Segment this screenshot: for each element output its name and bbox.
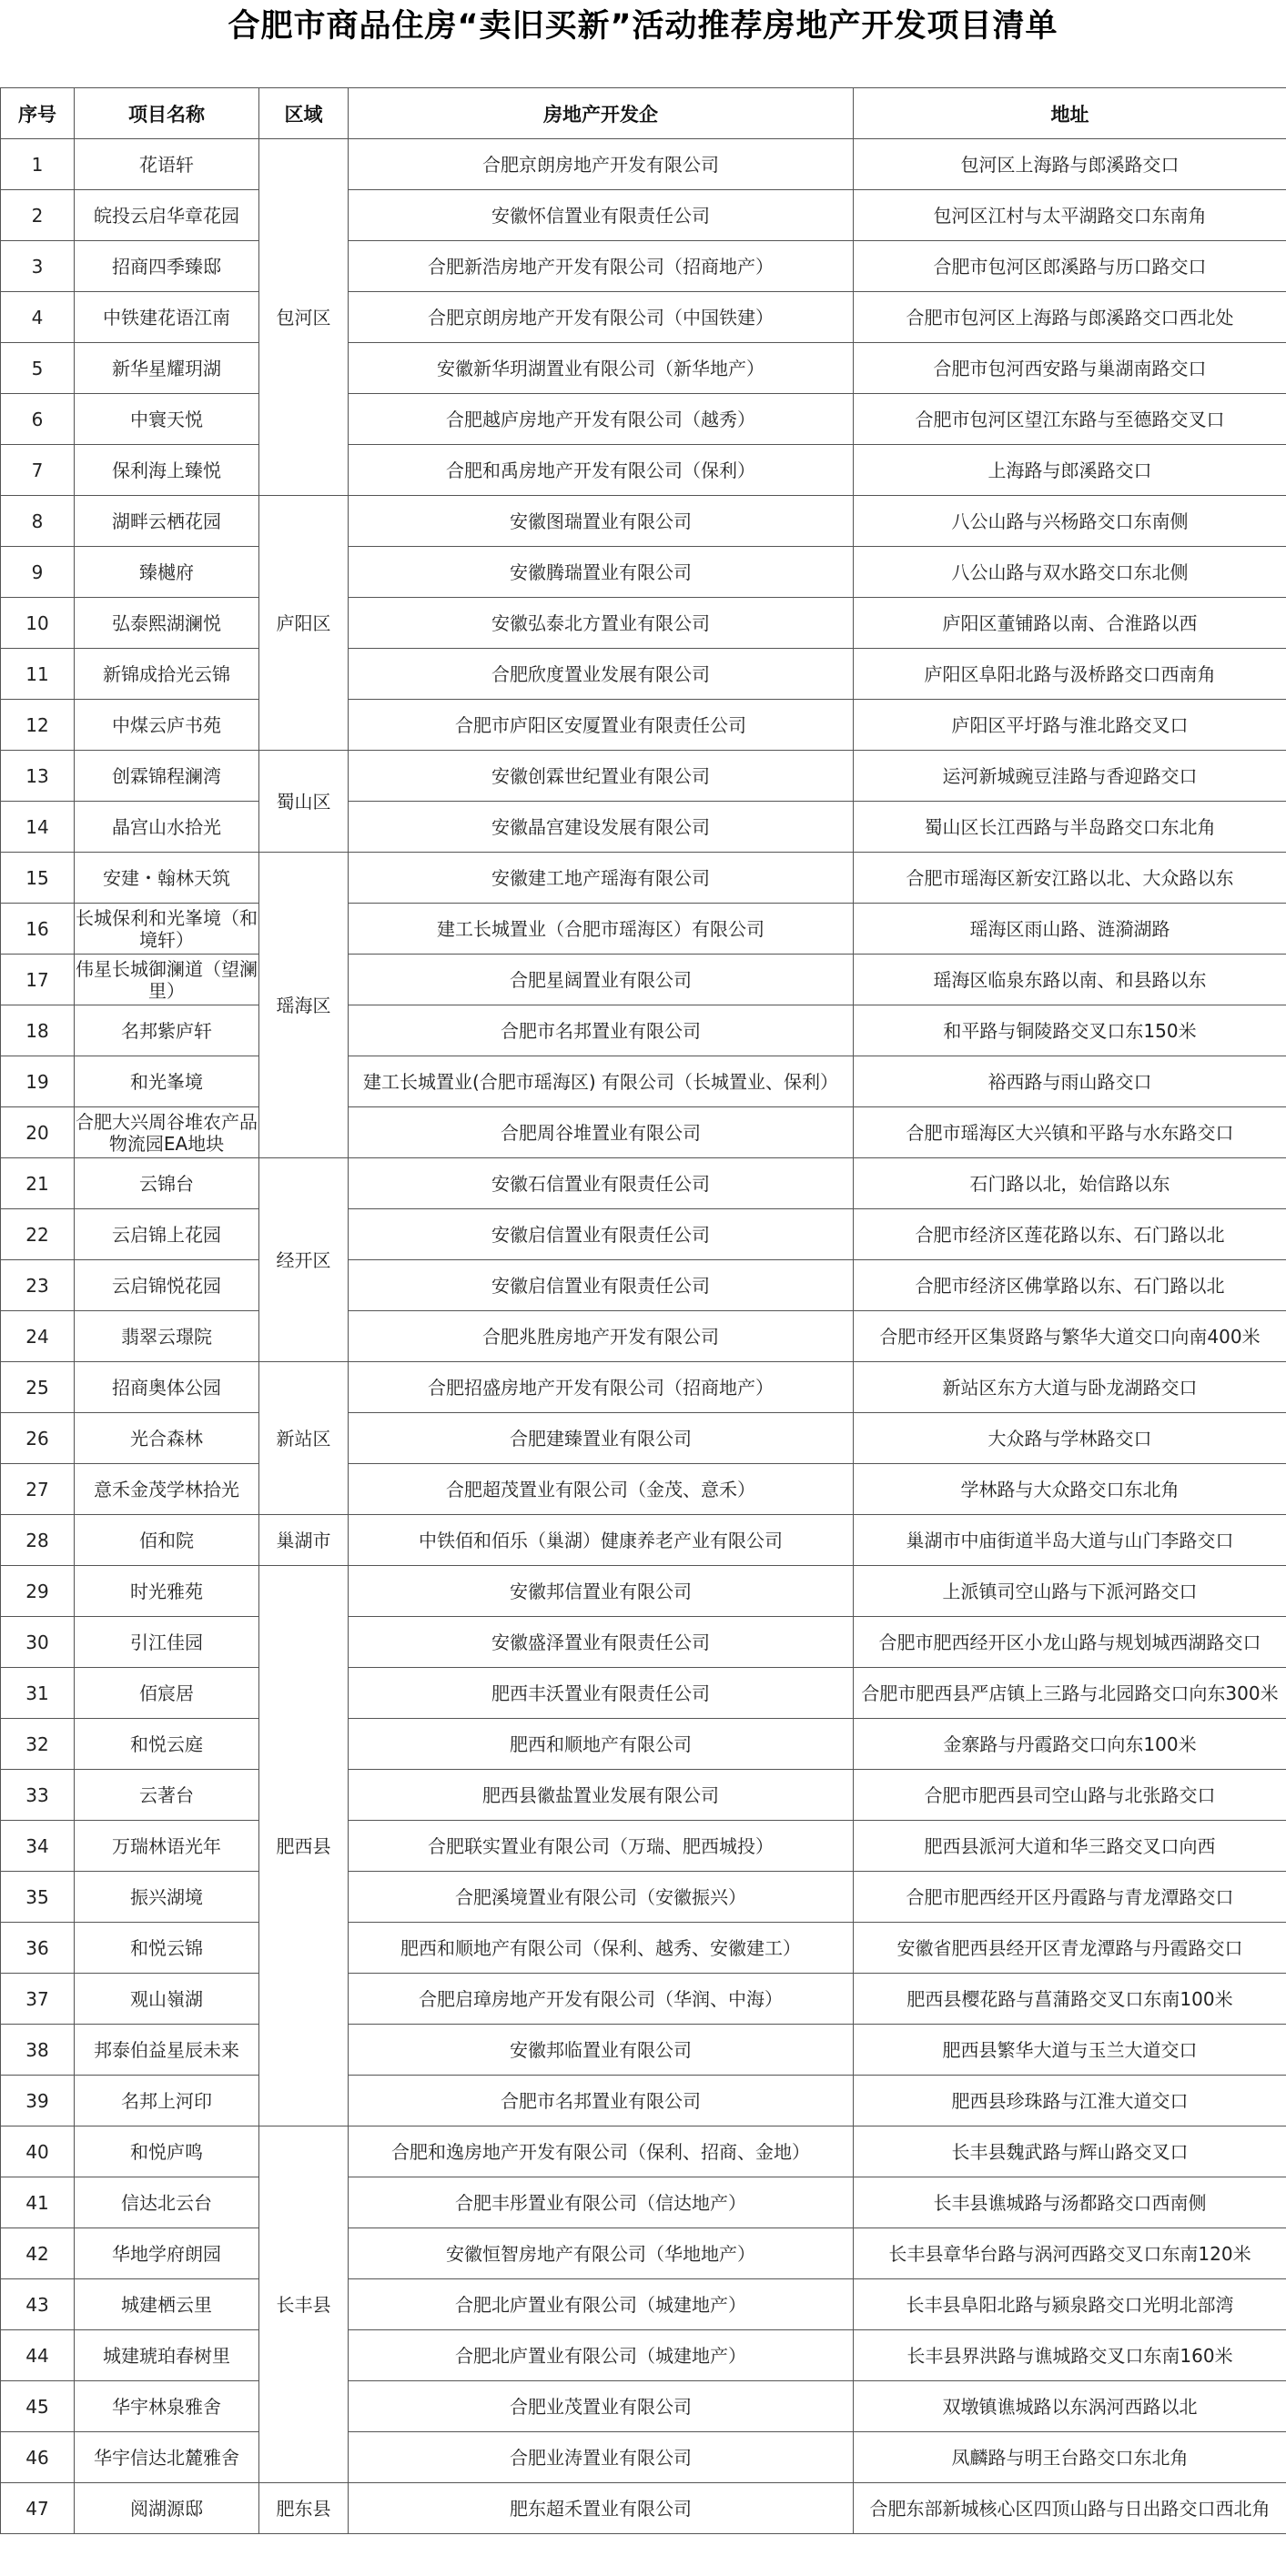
cell-area: 长丰县: [259, 2126, 349, 2483]
table-row: [1, 445, 1286, 496]
cell-developer: 肥西和顺地产有限公司（保利、越秀、安徽建工）: [349, 1923, 854, 1974]
cell-project-name: 邦泰伯益星辰未来: [75, 2025, 259, 2076]
cell-no: 11: [1, 649, 75, 700]
table-row: [1, 1311, 1286, 1362]
cell-developer: 建工长城置业(合肥市瑶海区) 有限公司（长城置业、保利）: [349, 1056, 854, 1107]
cell-developer: 安徽邦信置业有限公司: [349, 1566, 854, 1617]
cell-project-name: 时光雅苑: [75, 1566, 259, 1617]
table-row: [1, 1974, 1286, 2025]
cell-project-name: 和悦云锦: [75, 1923, 259, 1974]
cell-no: 15: [1, 853, 75, 904]
cell-address: 运河新城豌豆洼路与香迎路交口: [854, 751, 1286, 802]
cell-no: 19: [1, 1056, 75, 1107]
table-row: [1, 1005, 1286, 1056]
table-row: [1, 139, 1286, 190]
cell-no: 27: [1, 1464, 75, 1515]
cell-developer: 合肥招盛房地产开发有限公司（招商地产）: [349, 1362, 854, 1413]
cell-project-name: 中煤云庐书苑: [75, 700, 259, 751]
cell-developer: 合肥市庐阳区安厦置业有限责任公司: [349, 700, 854, 751]
cell-no: 12: [1, 700, 75, 751]
table-row: [1, 1158, 1286, 1209]
cell-developer: 安徽邦临置业有限公司: [349, 2025, 854, 2076]
cell-no: 18: [1, 1005, 75, 1056]
cell-address: 巢湖市中庙街道半岛大道与山门李路交口: [854, 1515, 1286, 1566]
cell-no: 6: [1, 394, 75, 445]
cell-address: 合肥市瑶海区新安江路以北、大众路以东: [854, 853, 1286, 904]
cell-area: 瑶海区: [259, 853, 349, 1158]
cell-developer: 合肥超茂置业有限公司（金茂、意禾）: [349, 1464, 854, 1515]
cell-developer: 合肥周谷堆置业有限公司: [349, 1107, 854, 1158]
cell-project-name: 和悦庐鸣: [75, 2126, 259, 2177]
table-row: [1, 1464, 1286, 1515]
table-body: [1, 139, 1286, 2534]
cell-area: 庐阳区: [259, 496, 349, 751]
cell-address: 安徽省肥西县经开区青龙潭路与丹霞路交口: [854, 1923, 1286, 1974]
header-address: 地址: [854, 88, 1286, 139]
table-row: [1, 1107, 1286, 1158]
header-project-name: 项目名称: [75, 88, 259, 139]
cell-project-name: 保利海上臻悦: [75, 445, 259, 496]
cell-project-name: 佰和院: [75, 1515, 259, 1566]
cell-address: 庐阳区阜阳北路与汲桥路交口西南角: [854, 649, 1286, 700]
table-row: [1, 1566, 1286, 1617]
table-row: [1, 2330, 1286, 2381]
table-row: [1, 1923, 1286, 1974]
cell-address: 合肥市经济区莲花路以东、石门路以北: [854, 1209, 1286, 1260]
table-row: [1, 2177, 1286, 2228]
title-spacer: [0, 54, 1286, 87]
cell-project-name: 意禾金茂学林拾光: [75, 1464, 259, 1515]
cell-no: 39: [1, 2076, 75, 2126]
header-developer: 房地产开发企: [349, 88, 854, 139]
cell-project-name: 长城保利和光峯境（和境轩）: [75, 904, 259, 955]
cell-no: 40: [1, 2126, 75, 2177]
cell-address: 肥西县繁华大道与玉兰大道交口: [854, 2025, 1286, 2076]
cell-developer: 肥西县徽盐置业发展有限公司: [349, 1770, 854, 1821]
header-no: 序号: [1, 88, 75, 139]
cell-project-name: 创霖锦程澜湾: [75, 751, 259, 802]
cell-project-name: 湖畔云栖花园: [75, 496, 259, 547]
cell-address: 合肥市包河区望江东路与至德路交叉口: [854, 394, 1286, 445]
cell-no: 5: [1, 343, 75, 394]
cell-developer: 肥西丰沃置业有限责任公司: [349, 1668, 854, 1719]
cell-project-name: 臻樾府: [75, 547, 259, 598]
cell-address: 肥西县珍珠路与江淮大道交口: [854, 2076, 1286, 2126]
cell-developer: 合肥建臻置业有限公司: [349, 1413, 854, 1464]
table-row: [1, 292, 1286, 343]
cell-project-name: 伟星长城御澜道（望澜里）: [75, 955, 259, 1005]
table-row: [1, 2126, 1286, 2177]
table-row: [1, 241, 1286, 292]
cell-address: 包河区江村与太平湖路交口东南角: [854, 190, 1286, 241]
cell-no: 32: [1, 1719, 75, 1770]
cell-no: 24: [1, 1311, 75, 1362]
cell-developer: 合肥丰彤置业有限公司（信达地产）: [349, 2177, 854, 2228]
cell-no: 38: [1, 2025, 75, 2076]
cell-address: 合肥市包河西安路与巢湖南路交口: [854, 343, 1286, 394]
table-row: [1, 2381, 1286, 2432]
cell-no: 47: [1, 2483, 75, 2534]
cell-address: 合肥市瑶海区大兴镇和平路与水东路交口: [854, 1107, 1286, 1158]
cell-no: 30: [1, 1617, 75, 1668]
cell-area: 包河区: [259, 139, 349, 496]
table-row: [1, 1362, 1286, 1413]
table-row: [1, 343, 1286, 394]
cell-developer: 安徽创霖世纪置业有限公司: [349, 751, 854, 802]
table-row: [1, 700, 1286, 751]
cell-address: 长丰县谯城路与汤都路交口西南侧: [854, 2177, 1286, 2228]
table-row: [1, 2483, 1286, 2534]
table-row: [1, 496, 1286, 547]
cell-address: 合肥市包河区郎溪路与历口路交口: [854, 241, 1286, 292]
cell-no: 44: [1, 2330, 75, 2381]
table-header-row: [1, 88, 1286, 139]
cell-address: 石门路以北，始信路以东: [854, 1158, 1286, 1209]
cell-no: 9: [1, 547, 75, 598]
cell-project-name: 云锦台: [75, 1158, 259, 1209]
cell-developer: 安徽启信置业有限责任公司: [349, 1209, 854, 1260]
cell-no: 13: [1, 751, 75, 802]
cell-address: 裕西路与雨山路交口: [854, 1056, 1286, 1107]
cell-developer: 安徽弘泰北方置业有限公司: [349, 598, 854, 649]
table-row: [1, 853, 1286, 904]
cell-no: 33: [1, 1770, 75, 1821]
table-row: [1, 1209, 1286, 1260]
cell-developer: 合肥北庐置业有限公司（城建地产）: [349, 2279, 854, 2330]
cell-developer: 中铁佰和佰乐（巢湖）健康养老产业有限公司: [349, 1515, 854, 1566]
table-row: [1, 904, 1286, 955]
cell-address: 庐阳区董铺路以南、合淮路以西: [854, 598, 1286, 649]
cell-project-name: 名邦紫庐轩: [75, 1005, 259, 1056]
cell-address: 长丰县魏武路与辉山路交叉口: [854, 2126, 1286, 2177]
cell-project-name: 云启锦上花园: [75, 1209, 259, 1260]
table-row: [1, 1515, 1286, 1566]
cell-developer: 合肥越庐房地产开发有限公司（越秀）: [349, 394, 854, 445]
cell-project-name: 新锦成拾光云锦: [75, 649, 259, 700]
table-row: [1, 955, 1286, 1005]
table-row: [1, 802, 1286, 853]
cell-developer: 合肥市名邦置业有限公司: [349, 2076, 854, 2126]
cell-address: 八公山路与兴杨路交口东南侧: [854, 496, 1286, 547]
cell-developer: 安徽新华玥湖置业有限公司（新华地产）: [349, 343, 854, 394]
cell-address: 合肥市经济区佛掌路以东、石门路以北: [854, 1260, 1286, 1311]
cell-no: 29: [1, 1566, 75, 1617]
table-row: [1, 1413, 1286, 1464]
cell-developer: 合肥联实置业有限公司（万瑞、肥西城投）: [349, 1821, 854, 1872]
cell-developer: 合肥星阔置业有限公司: [349, 955, 854, 1005]
cell-developer: 合肥溪境置业有限公司（安徽振兴）: [349, 1872, 854, 1923]
cell-developer: 安徽启信置业有限责任公司: [349, 1260, 854, 1311]
cell-area: 巢湖市: [259, 1515, 349, 1566]
table-row: [1, 1872, 1286, 1923]
table-row: [1, 1056, 1286, 1107]
table-row: [1, 394, 1286, 445]
cell-no: 22: [1, 1209, 75, 1260]
cell-project-name: 花语轩: [75, 139, 259, 190]
document-title: 合肥市商品住房“卖旧买新”活动推荐房地产开发项目清单: [228, 8, 1058, 45]
cell-address: 上海路与郎溪路交口: [854, 445, 1286, 496]
cell-no: 3: [1, 241, 75, 292]
cell-project-name: 安建・翰林天筑: [75, 853, 259, 904]
cell-developer: 安徽恒智房地产有限公司（华地地产）: [349, 2228, 854, 2279]
cell-no: 31: [1, 1668, 75, 1719]
cell-project-name: 弘泰熙湖澜悦: [75, 598, 259, 649]
cell-project-name: 云启锦悦花园: [75, 1260, 259, 1311]
table-row: [1, 1719, 1286, 1770]
cell-developer: 安徽晶宫建设发展有限公司: [349, 802, 854, 853]
cell-address: 大众路与学林路交口: [854, 1413, 1286, 1464]
cell-address: 新站区东方大道与卧龙湖路交口: [854, 1362, 1286, 1413]
cell-no: 21: [1, 1158, 75, 1209]
cell-project-name: 城建栖云里: [75, 2279, 259, 2330]
cell-project-name: 云著台: [75, 1770, 259, 1821]
cell-address: 合肥市肥西经开区丹霞路与青龙潭路交口: [854, 1872, 1286, 1923]
cell-developer: 合肥欣度置业发展有限公司: [349, 649, 854, 700]
cell-no: 4: [1, 292, 75, 343]
cell-no: 42: [1, 2228, 75, 2279]
cell-address: 凤麟路与明王台路交口东北角: [854, 2432, 1286, 2483]
cell-developer: 安徽怀信置业有限责任公司: [349, 190, 854, 241]
table-row: [1, 1617, 1286, 1668]
cell-no: 17: [1, 955, 75, 1005]
cell-address: 合肥市经开区集贤路与繁华大道交口向南400米: [854, 1311, 1286, 1362]
cell-developer: 安徽石信置业有限责任公司: [349, 1158, 854, 1209]
table-row: [1, 649, 1286, 700]
cell-project-name: 中铁建花语江南: [75, 292, 259, 343]
project-table: [0, 87, 1286, 2534]
cell-developer: 合肥新浩房地产开发有限公司（招商地产）: [349, 241, 854, 292]
cell-project-name: 名邦上河印: [75, 2076, 259, 2126]
cell-no: 46: [1, 2432, 75, 2483]
cell-developer: 安徽腾瑞置业有限公司: [349, 547, 854, 598]
cell-address: 合肥市肥西县严店镇上三路与北园路交口向东300米: [854, 1668, 1286, 1719]
cell-address: 肥西县樱花路与菖蒲路交叉口东南100米: [854, 1974, 1286, 2025]
cell-address: 上派镇司空山路与下派河路交口: [854, 1566, 1286, 1617]
table-row: [1, 2025, 1286, 2076]
cell-area: 经开区: [259, 1158, 349, 1362]
cell-developer: 肥东超禾置业有限公司: [349, 2483, 854, 2534]
cell-address: 肥西县派河大道和华三路交叉口向西: [854, 1821, 1286, 1872]
cell-no: 37: [1, 1974, 75, 2025]
cell-address: 合肥市包河区上海路与郎溪路交口西北处: [854, 292, 1286, 343]
table-row: [1, 1770, 1286, 1821]
cell-address: 蜀山区长江西路与半岛路交口东北角: [854, 802, 1286, 853]
cell-no: 43: [1, 2279, 75, 2330]
cell-developer: 安徽图瑞置业有限公司: [349, 496, 854, 547]
cell-developer: 合肥启璋房地产开发有限公司（华润、中海）: [349, 1974, 854, 2025]
cell-project-name: 振兴湖境: [75, 1872, 259, 1923]
cell-no: 36: [1, 1923, 75, 1974]
cell-project-name: 华宇林泉雅舍: [75, 2381, 259, 2432]
cell-address: 学林路与大众路交口东北角: [854, 1464, 1286, 1515]
cell-project-name: 佰宸居: [75, 1668, 259, 1719]
cell-no: 7: [1, 445, 75, 496]
table-row: [1, 547, 1286, 598]
cell-address: 合肥市肥西经开区小龙山路与规划城西湖路交口: [854, 1617, 1286, 1668]
cell-project-name: 阅湖源邸: [75, 2483, 259, 2534]
table-row: [1, 2432, 1286, 2483]
cell-developer: 合肥和禹房地产开发有限公司（保利）: [349, 445, 854, 496]
cell-project-name: 合肥大兴周谷堆农产品物流园EA地块: [75, 1107, 259, 1158]
cell-address: 包河区上海路与郎溪路交口: [854, 139, 1286, 190]
cell-address: 合肥市肥西县司空山路与北张路交口: [854, 1770, 1286, 1821]
cell-project-name: 新华星耀玥湖: [75, 343, 259, 394]
cell-no: 16: [1, 904, 75, 955]
cell-project-name: 中寰天悦: [75, 394, 259, 445]
cell-project-name: 城建琥珀春树里: [75, 2330, 259, 2381]
cell-address: 和平路与铜陵路交叉口东150米: [854, 1005, 1286, 1056]
cell-address: 八公山路与双水路交口东北侧: [854, 547, 1286, 598]
table-row: [1, 751, 1286, 802]
cell-developer: 肥西和顺地产有限公司: [349, 1719, 854, 1770]
cell-developer: 合肥北庐置业有限公司（城建地产）: [349, 2330, 854, 2381]
cell-developer: 建工长城置业（合肥市瑶海区）有限公司: [349, 904, 854, 955]
cell-no: 41: [1, 2177, 75, 2228]
cell-no: 1: [1, 139, 75, 190]
cell-no: 25: [1, 1362, 75, 1413]
cell-address: 瑶海区临泉东路以南、和县路以东: [854, 955, 1286, 1005]
cell-address: 长丰县章华台路与涡河西路交叉口东南120米: [854, 2228, 1286, 2279]
cell-address: 长丰县阜阳北路与颍泉路交口光明北部湾: [854, 2279, 1286, 2330]
cell-project-name: 翡翠云璟院: [75, 1311, 259, 1362]
cell-developer: 合肥市名邦置业有限公司: [349, 1005, 854, 1056]
table-row: [1, 2228, 1286, 2279]
table-row: [1, 1260, 1286, 1311]
cell-address: 金寨路与丹霞路交口向东100米: [854, 1719, 1286, 1770]
cell-no: 8: [1, 496, 75, 547]
cell-area: 新站区: [259, 1362, 349, 1515]
table-row: [1, 598, 1286, 649]
cell-address: 长丰县界洪路与谯城路交叉口东南160米: [854, 2330, 1286, 2381]
cell-developer: 安徽盛泽置业有限责任公司: [349, 1617, 854, 1668]
cell-no: 2: [1, 190, 75, 241]
cell-project-name: 皖投云启华章花园: [75, 190, 259, 241]
cell-project-name: 和悦云庭: [75, 1719, 259, 1770]
cell-project-name: 万瑞林语光年: [75, 1821, 259, 1872]
cell-project-name: 和光峯境: [75, 1056, 259, 1107]
cell-developer: 合肥京朗房地产开发有限公司（中国铁建）: [349, 292, 854, 343]
cell-project-name: 招商四季臻邸: [75, 241, 259, 292]
cell-address: 庐阳区平圩路与淮北路交叉口: [854, 700, 1286, 751]
cell-no: 34: [1, 1821, 75, 1872]
cell-project-name: 晶宫山水拾光: [75, 802, 259, 853]
cell-project-name: 观山嶺湖: [75, 1974, 259, 2025]
header-area: 区域: [259, 88, 349, 139]
table-row: [1, 1668, 1286, 1719]
cell-developer: 合肥和逸房地产开发有限公司（保利、招商、金地）: [349, 2126, 854, 2177]
cell-developer: 安徽建工地产瑶海有限公司: [349, 853, 854, 904]
cell-no: 45: [1, 2381, 75, 2432]
cell-no: 35: [1, 1872, 75, 1923]
cell-no: 14: [1, 802, 75, 853]
cell-no: 28: [1, 1515, 75, 1566]
cell-address: 瑶海区雨山路、涟漪湖路: [854, 904, 1286, 955]
cell-area: 肥东县: [259, 2483, 349, 2534]
cell-no: 10: [1, 598, 75, 649]
cell-area: 肥西县: [259, 1566, 349, 2126]
cell-no: 20: [1, 1107, 75, 1158]
cell-developer: 合肥兆胜房地产开发有限公司: [349, 1311, 854, 1362]
cell-project-name: 光合森林: [75, 1413, 259, 1464]
cell-project-name: 华地学府朗园: [75, 2228, 259, 2279]
cell-no: 23: [1, 1260, 75, 1311]
cell-developer: 合肥业涛置业有限公司: [349, 2432, 854, 2483]
cell-project-name: 信达北云台: [75, 2177, 259, 2228]
cell-developer: 合肥京朗房地产开发有限公司: [349, 139, 854, 190]
cell-developer: 合肥业茂置业有限公司: [349, 2381, 854, 2432]
table-row: [1, 2076, 1286, 2126]
cell-project-name: 引江佳园: [75, 1617, 259, 1668]
table-row: [1, 1821, 1286, 1872]
cell-project-name: 华宇信达北麓雅舍: [75, 2432, 259, 2483]
cell-no: 26: [1, 1413, 75, 1464]
cell-address: 双墩镇谯城路以东涡河西路以北: [854, 2381, 1286, 2432]
cell-address: 合肥东部新城核心区四顶山路与日出路交口西北角: [854, 2483, 1286, 2534]
cell-area: 蜀山区: [259, 751, 349, 853]
cell-project-name: 招商奥体公园: [75, 1362, 259, 1413]
table-row: [1, 190, 1286, 241]
table-row: [1, 2279, 1286, 2330]
